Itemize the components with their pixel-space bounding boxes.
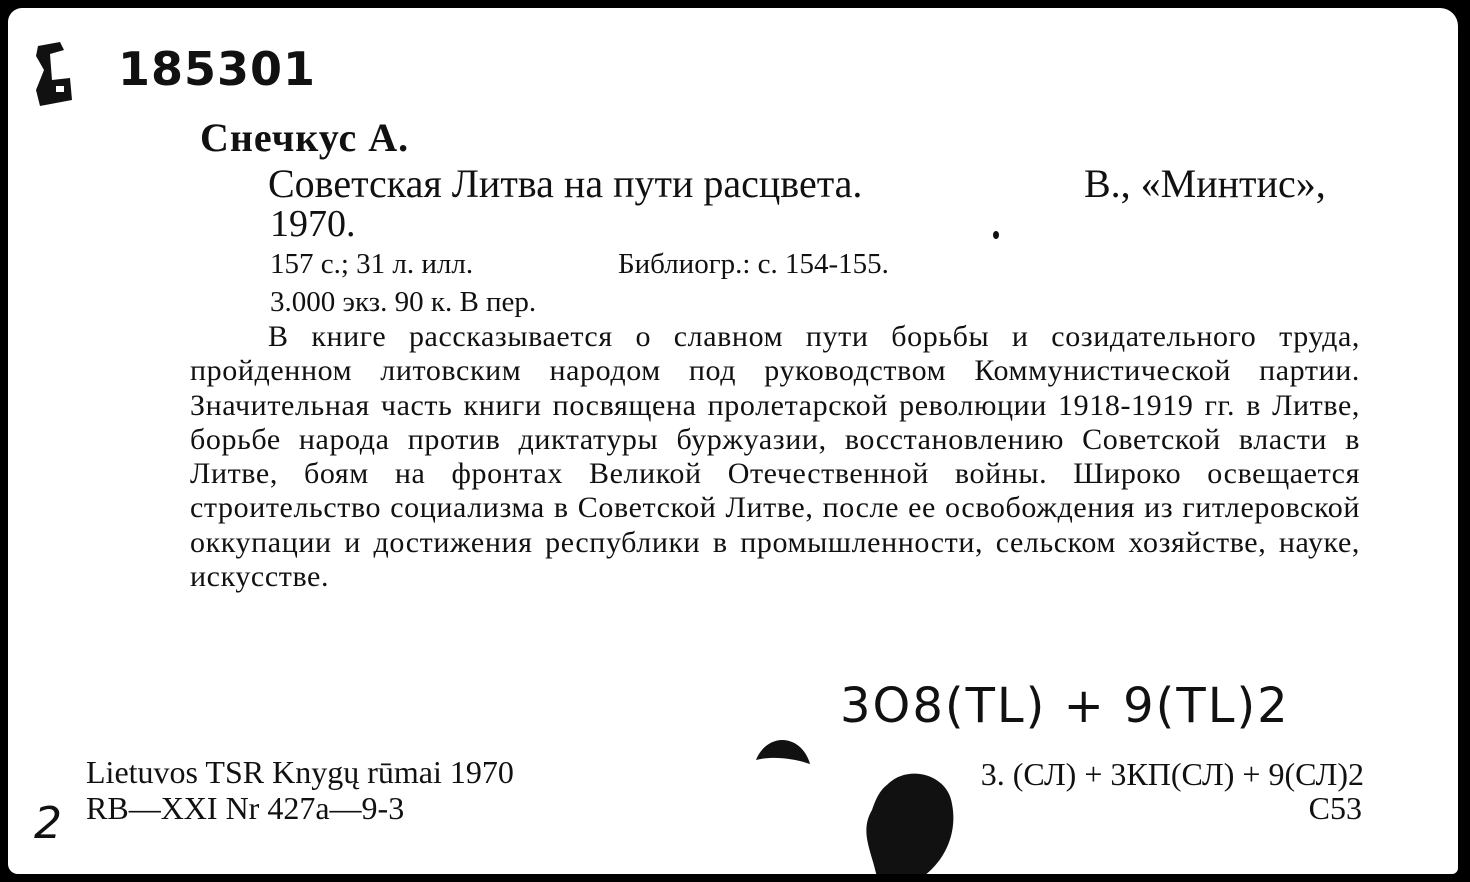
publisher: В., «Минтис», [1084, 161, 1326, 206]
ink-smudge-icon [752, 734, 812, 768]
annotation-text: В книге рассказывается о славном пути борьбы и созидательного труда, пройденном литовским народом под руководством Коммунистической партии. Значительная часть книги посвящена пролетарской революции 1918-1919 гг. в Литве, борьбе народа против диктатуры буржуазии, восстановлению Советской власти в Литве, боям на фронтах Великой Отечественной войны. Широко освещается строительство социализма в Советской Литве, после ее освобождения из гитлеровской оккупации и достижения республики в промышленности, сельском хозяйстве, науке, искусстве. [190, 320, 1360, 594]
book-title: Советская Литва на пути расцвета. [268, 161, 863, 206]
author-name: Снечкус А. [200, 115, 410, 160]
publication-year: 1970. [270, 203, 356, 245]
handwritten-classification: 3О8(ТL) + 9(ТL)2 [840, 678, 1290, 734]
ink-blot-icon [848, 764, 968, 874]
classification-index: 3. (СЛ) + 3КП(СЛ) + 9(СЛ)2 [980, 756, 1364, 792]
imprint-line-1: Lietuvos TSR Knygų rūmai 1970 [86, 754, 514, 790]
catalog-card [8, 8, 1458, 874]
imprint-line-2: RB—XXI Nr 427a—9-3 [86, 790, 405, 826]
page-count: 157 с.; 31 л. илл. [270, 248, 474, 280]
udc-code: С53 [1308, 790, 1362, 826]
handwritten-number: 2 [34, 798, 62, 849]
stamp-mark-icon [30, 40, 76, 110]
catalog-number: 185301 [118, 42, 317, 96]
bibliography-note: Библиогр.: с. 154-155. [618, 248, 889, 280]
ink-dot-icon [992, 230, 1000, 240]
edition-info: 3.000 экз. 90 к. В пер. [270, 286, 537, 318]
